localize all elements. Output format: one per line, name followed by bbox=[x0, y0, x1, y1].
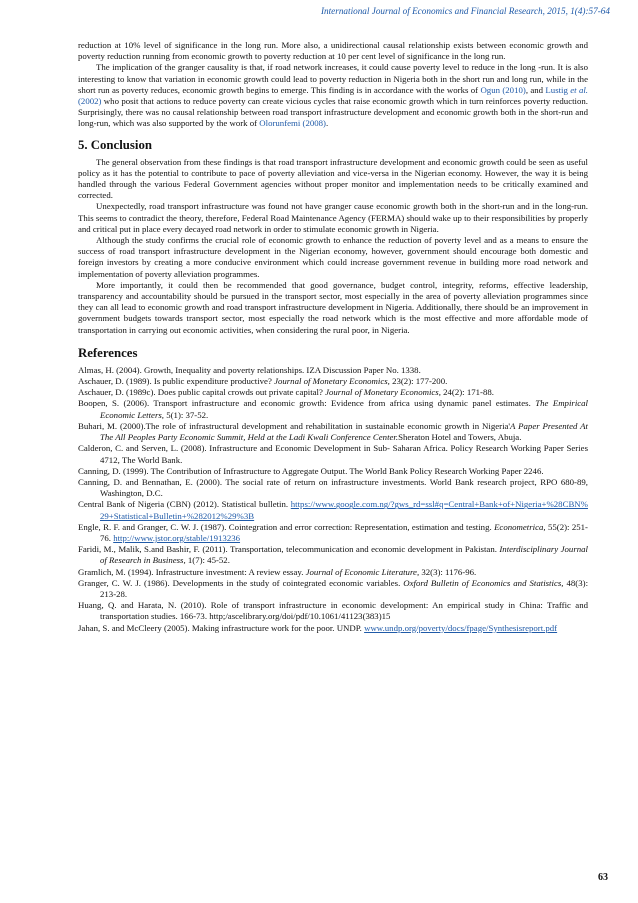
reference-item: Gramlich, M. (1994). Infrastructure investment: A review essay. Journal of Economic Literature, 32(3): 1176-96. bbox=[78, 566, 477, 577]
reference-item: Almas, H. (2004). Growth, Inequality and poverty relationships. IZA Discussion Paper No. 1338. bbox=[78, 364, 421, 375]
body-paragraph: The general observation from these findings is that road transport infrastructure development and economic growth could be seen as useful policy as it has the potential to contribute to pace of poverty alleviation and vice-versa in the Nigerian economy. However, the way it is being handled through the various Federal Government agencies without proper monitor and implementation needs to be critically examined and corrected. bbox=[78, 156, 588, 201]
citation-link[interactable]: Ogun (2010) bbox=[480, 84, 526, 95]
section-heading: References bbox=[78, 345, 138, 360]
reference-item: Calderon, C. and Serven, L. (2008). Infrastructure and Economic Development in Sub- Saharan Africa. Policy Research Working Paper Series 4712, The World Bank. bbox=[78, 443, 588, 465]
page-content bbox=[78, 40, 588, 634]
reference-url-link[interactable]: www.undp.org/poverty/docs/fpage/Synthesisreport.pdf bbox=[364, 622, 558, 633]
reference-item: Central Bank of Nigeria (CBN) (2012). Statistical bulletin. https://www.google.com.ng/?gws_rd=ssl#q=Central+Bank+of+Nigeria+%28CBN%29+Statistical+Bulletin+%282012%29%3B bbox=[78, 499, 588, 521]
reference-item: Aschauer, D. (1989c). Does public capital crowds out private capital? Journal of Monetary Economics, 24(2): 171-88. bbox=[78, 387, 494, 398]
reference-item: Canning, D. and Bennathan, E. (2000). The social rate of return on infrastructure investments. World Bank research project, RPO 680-89, Washington, D.C. bbox=[78, 476, 588, 499]
journal-name: International Journal of Economics and Financial Research, bbox=[320, 6, 545, 16]
reference-item: Huang, Q. and Harata, N. (2010). Role of transport infrastructure in economic development: An empirical study in China: Traffic and transportation studies. 166-73. http;/ascelibrary.org/doi/pdf/10.1061/41123(383)15 bbox=[78, 600, 588, 622]
body-paragraph: Although the study confirms the crucial role of economic growth to enhance the reduction of poverty level and as a means to ensure the success of road transport infrastructure development in the Nigerian economy, however, government should encourage both domestic and foreign investors by creating a more conducive environment which could increase government revenue in building more road network and implementation of poverty alleviation programmes. bbox=[78, 235, 588, 279]
reference-item: Buhari, M. (2000).The role of infrastructural development and rehabilitation in sustainable economic growth in Nigeria'A Paper Presented At The All Peoples Party Economic Summit, Held at the Ladi Kwali Conference Center.Sheraton Hotel and Towers, Abuja. bbox=[78, 420, 588, 443]
citation-link[interactable]: Lustig et al. (2002) bbox=[78, 84, 589, 107]
reference-url-link[interactable]: https://www.google.com.ng/?gws_rd=ssl#q=Central+Bank+of+Nigeria+%28CBN%29+Statistical+Bulletin+%282012%29%3B bbox=[100, 499, 588, 521]
reference-item: Canning, D. (1999). The Contribution of Infrastructure to Aggregate Output. The World Bank Policy Research Working Paper 2246. bbox=[78, 465, 544, 476]
reference-item: Boopen, S. (2006). Transport infrastructure and economic growth: Evidence from africa using dynamic panel estimates. The Empirical Economic Letters, 5(1): 37-52. bbox=[78, 398, 589, 420]
page-number: 63 bbox=[598, 872, 608, 883]
body-paragraph: reduction at 10% level of significance in the long run. More also, a unidirectional causal relationship exists between economic growth and poverty reduction running from economic growth to poverty reduction at 10 per cent level of significance in the long run. bbox=[78, 40, 588, 62]
journal-issue: 2015, 1(4):57-64 bbox=[544, 6, 610, 16]
reference-item: Faridi, M., Malik, S.and Bashir, F. (2011). Transportation, telecommunication and economic development in Pakistan. Interdisciplinary Journal of Research in Business, 1(7): 45-52. bbox=[78, 544, 588, 566]
reference-item: Granger, C. W. J. (1986). Developments in the study of cointegrated economic variables. Oxford Bulletin of Economics and Statistics, 48(3): 213-28. bbox=[78, 577, 589, 599]
citation-link[interactable]: Olorunfemi (2008) bbox=[259, 118, 326, 129]
section-heading: 5. Conclusion bbox=[78, 137, 152, 152]
body-paragraph: More importantly, it could then be recommended that good governance, budget control, integrity, reforms, effective leadership, transparency and accountability should be pursued in the transport sector, most especially in the area of poverty alleviation programmes since they can all lead to economic growth and road transport infrastructure development in Nigeria. Additionally, there should be an improvement in government budgets towards transport sector, most especially the road network which is the most effective and more affordable mode of transportation in carrying out economic activities, when considering the rural poor, in Nigeria. bbox=[78, 279, 588, 335]
running-header bbox=[321, 6, 610, 16]
body-paragraph: The implication of the granger causality is that, if road network increases, it could cause poverty level to reduce in the long -run. It is also interesting to know that variation in economic growth could lead to poverty reduction in Nigeria both in the short run and long run, while in the short run as poverty reduces, economic growth begins to emerge. This finding is in accordance with the works of Ogun (2010), and Lustig et al. (2002) who posit that actions to reduce poverty can create vicious cycles that raise economic growth which in turn reinforces poverty reduction. Surprisingly, there was no causal relationship between road transport infrastructure development and economic growth both in the short-run and long-run, which was also supported by the work of Olorunfemi (2008). bbox=[78, 62, 589, 129]
reference-item: Engle, R. F. and Granger, C. W. J. (1987). Cointegration and error correction: Representation, estimation and testing. Econometrica, 55(2): 251-76. http://www.jstor.org/stable/1913236 bbox=[78, 521, 588, 543]
reference-item: Jahan, S. and McCleery (2005). Making infrastructure work for the poor. UNDP. www.undp.org/poverty/docs/fpage/Synthesisreport.pdf bbox=[78, 622, 558, 633]
reference-item: Aschauer, D. (1989). Is public expenditure productive? Journal of Monetary Economics, 23(2): 177-200. bbox=[78, 376, 448, 387]
body-paragraph: Unexpectedly, road transport infrastructure was found not have granger cause economic growth both in the short-run and in the long-run. This seems to contradict the theory, therefore, Federal Road Maintenance Agency (FERMA) should wake up to their responsibilities by properly and critical put in place every decayed road network in order to stimulate economic growth in Nigeria. bbox=[78, 201, 588, 234]
reference-url-link[interactable]: http://www.jstor.org/stable/1913236 bbox=[113, 532, 241, 543]
